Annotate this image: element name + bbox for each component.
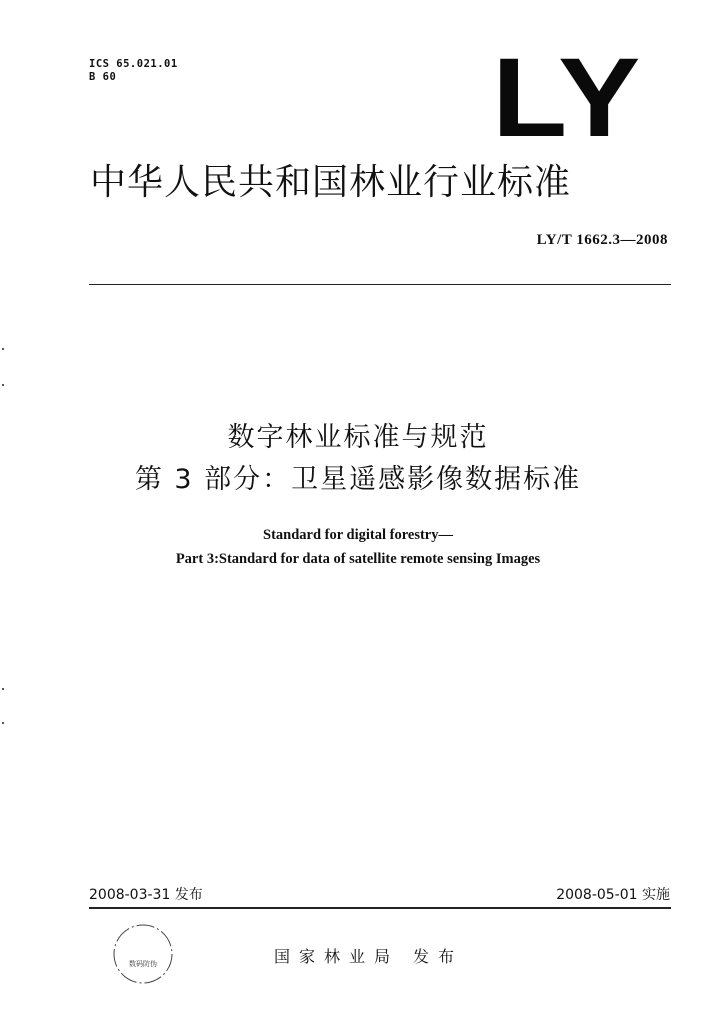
scan-mark: [2, 348, 4, 350]
seal-text: 数码防伪: [129, 960, 157, 968]
title-en-line1: Standard for digital forestry—: [263, 527, 453, 543]
scan-mark: [2, 384, 4, 386]
publisher-name: 国家林业局: [274, 947, 400, 966]
issue-date: 2008-03-31 发布: [89, 887, 203, 903]
footer-divider: [89, 907, 671, 909]
anti-counterfeit-seal-icon: [111, 922, 175, 986]
implementation-date: 2008-05-01 实施: [556, 887, 670, 903]
publisher-line: [274, 944, 463, 967]
ics-code: ICS 65.021.01: [89, 58, 178, 70]
publish-action: 发布: [413, 947, 464, 966]
classification-codes: [89, 58, 178, 84]
agency-title: 中华人民共和国林业行业标准: [90, 162, 572, 203]
ly-logo: LY: [492, 35, 643, 160]
ccs-code: B 60: [89, 71, 117, 83]
header-divider: [89, 284, 671, 285]
title-cn-line1: 数字林业标准与规范: [227, 422, 489, 453]
standard-number: LY/T 1662.3—2008: [536, 232, 668, 248]
title-cn-line2: 第 3 部分：卫星遥感影像数据标准: [134, 464, 582, 495]
title-en-line2: Part 3:Standard for data of satellite remote sensing Images: [175, 551, 541, 567]
scan-mark: [2, 722, 4, 724]
scan-mark: [2, 688, 4, 690]
